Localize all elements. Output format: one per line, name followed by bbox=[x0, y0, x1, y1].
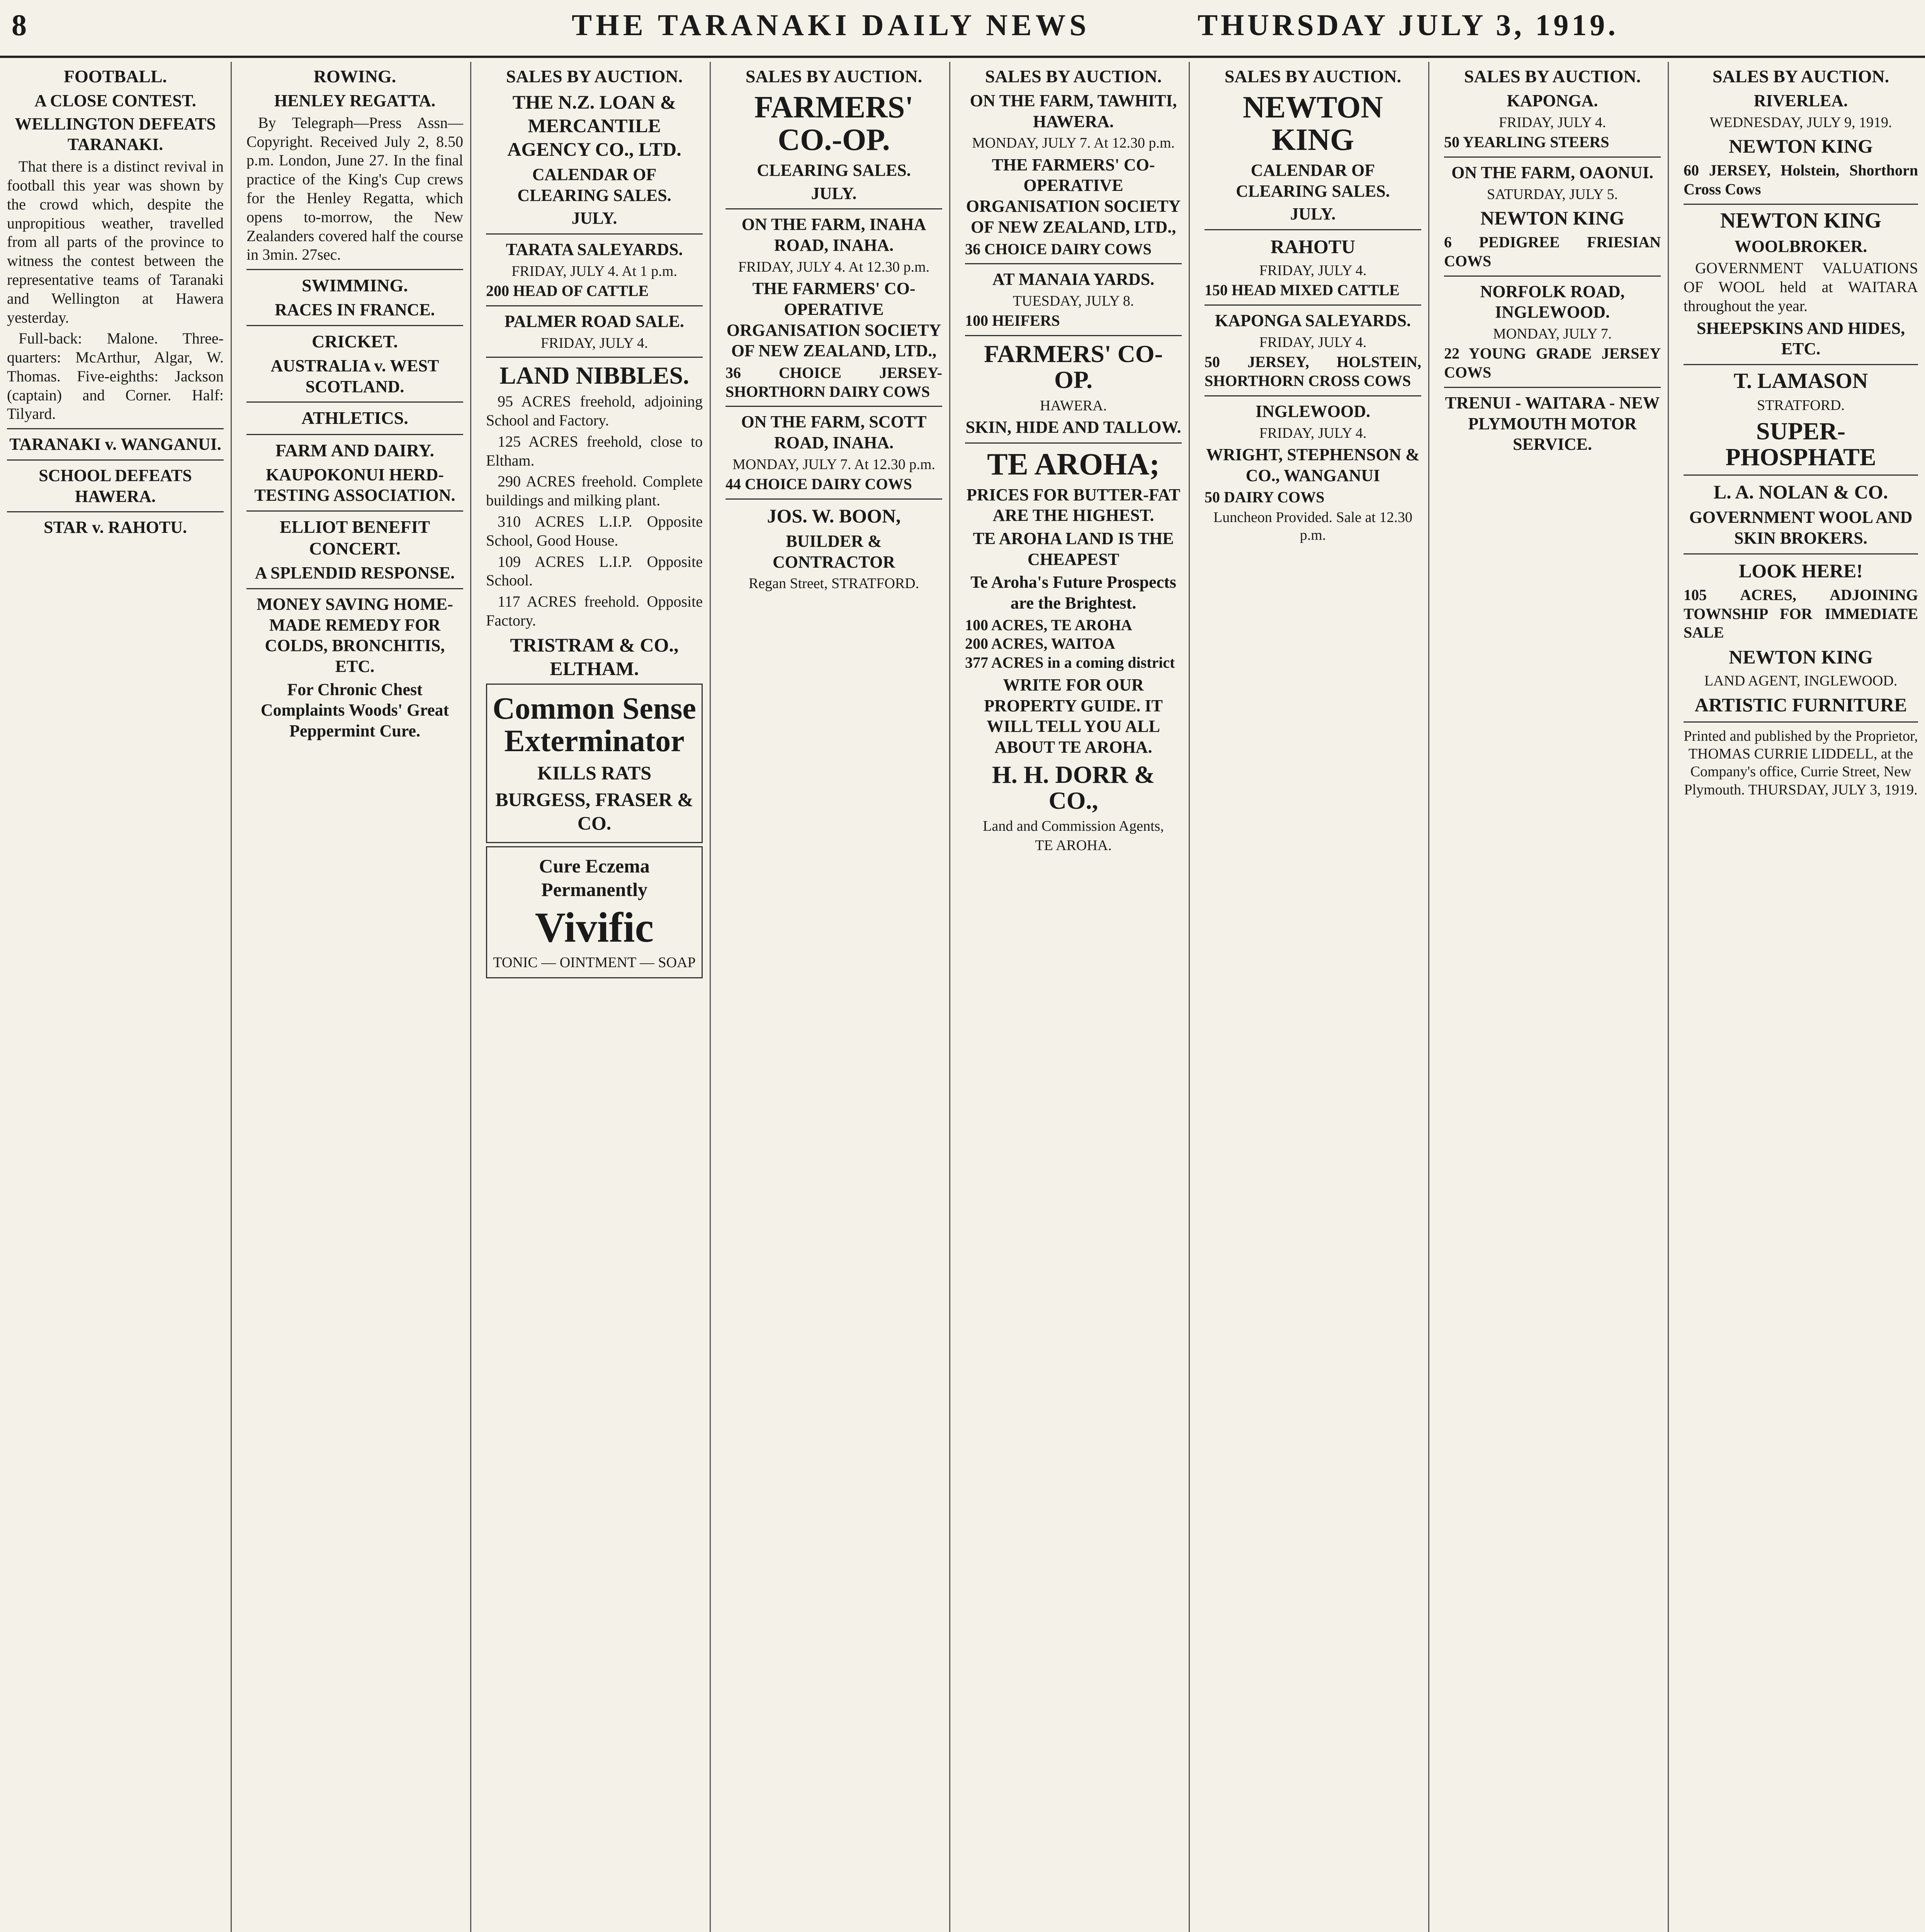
article-heading: KAUPOKONUI HERD-TESTING ASSOCIATION. bbox=[254, 465, 455, 505]
furniture-heading: ARTISTIC FURNITURE bbox=[1694, 694, 1907, 716]
agent-subtitle: Land and Commission Agents, bbox=[983, 818, 1164, 835]
advert-brand: Vivific bbox=[535, 903, 654, 951]
divider bbox=[1205, 304, 1421, 306]
sale-date: MONDAY, JULY 7. At 12.30 p.m. bbox=[972, 135, 1175, 151]
section-heading: SALES BY AUCTION. bbox=[1712, 66, 1889, 86]
section-heading: SALES BY AUCTION. bbox=[745, 66, 923, 86]
divider bbox=[1684, 721, 1918, 723]
article-heading: A CLOSE CONTEST. bbox=[34, 91, 196, 111]
firm-subtitle: LAND AGENT, INGLEWOOD. bbox=[1704, 673, 1898, 689]
land-listing: 290 ACRES freehold. Complete buildings and milking plant. bbox=[486, 473, 703, 509]
month-heading: JULY. bbox=[571, 209, 617, 228]
column-te-aroha bbox=[958, 62, 1190, 1932]
divider bbox=[7, 428, 224, 429]
sale-lot: 50 JERSEY, HOLSTEIN, SHORTHORN CROSS COWS bbox=[1205, 353, 1421, 390]
te-aroha-heading: Te Aroha's Future Prospects are the Brightest. bbox=[970, 573, 1176, 612]
land-listing: 310 ACRES L.I.P. Opposite School, Good House. bbox=[486, 512, 703, 549]
sale-heading: PALMER ROAD SALE. bbox=[505, 311, 684, 331]
divider bbox=[486, 233, 703, 235]
firm-name: THE N.Z. LOAN & MERCANTILE AGENCY CO., LTD. bbox=[507, 91, 681, 160]
sale-lot: 200 HEAD OF CATTLE bbox=[486, 282, 649, 300]
article-heading: MONEY SAVING HOME-MADE REMEDY FOR COLDS, BRONCHITIS, ETC. bbox=[257, 594, 453, 676]
divider bbox=[246, 434, 463, 435]
divider bbox=[1684, 474, 1918, 476]
firm-name: NEWTON KING bbox=[1480, 207, 1624, 229]
divider bbox=[1684, 204, 1918, 205]
section-heading: SALES BY AUCTION. bbox=[506, 66, 683, 86]
sale-lot: 6 PEDIGREE FRIESIAN COWS bbox=[1444, 233, 1661, 270]
sale-date: FRIDAY, JULY 4. bbox=[1499, 114, 1606, 131]
article-subheading: A SPLENDID RESPONSE. bbox=[255, 563, 455, 583]
column-riverlea bbox=[1677, 62, 1925, 1932]
section-heading: ELLIOT BENEFIT CONCERT. bbox=[279, 517, 430, 559]
land-listing: 125 ACRES freehold, close to Eltham. bbox=[486, 432, 703, 469]
firm-name: NEWTON KING bbox=[1729, 135, 1873, 157]
divider bbox=[1444, 156, 1661, 158]
column-farmers-coop bbox=[719, 62, 950, 1932]
land-nibbles-title: LAND NIBBLES. bbox=[500, 361, 689, 389]
nolan-subtitle: GOVERNMENT WOOL AND SKIN BROKERS. bbox=[1689, 508, 1913, 548]
builder-trade: BUILDER & CONTRACTOR bbox=[772, 531, 895, 571]
lamason-town: STRATFORD. bbox=[1757, 397, 1845, 413]
sale-heading: KAPONGA SALEYARDS. bbox=[1215, 311, 1411, 330]
sale-lot: 44 CHOICE DAIRY COWS bbox=[725, 475, 912, 493]
sale-place: KAPONGA. bbox=[1507, 91, 1598, 111]
sale-date: MONDAY, JULY 7. bbox=[1493, 325, 1612, 342]
calendar-heading: CALENDAR OF CLEARING SALES. bbox=[1236, 161, 1390, 201]
section-heading: CRICKET. bbox=[312, 331, 398, 351]
agent-town: TE AROHA. bbox=[1035, 837, 1112, 854]
section-heading: ROWING. bbox=[313, 66, 396, 86]
te-aroha-heading: TE AROHA LAND IS THE CHEAPEST bbox=[973, 529, 1174, 569]
sale-date: FRIDAY, JULY 4. bbox=[540, 335, 648, 351]
divider bbox=[965, 335, 1182, 336]
te-aroha-title: TE AROHA; bbox=[987, 447, 1160, 481]
wool-valuations: GOVERNMENT VALUATIONS OF WOOL held at WAITARA throughout the year. bbox=[1684, 259, 1918, 315]
firm-subtitle: WOOLBROKER. bbox=[1734, 236, 1867, 256]
section-heading: FARM AND DAIRY. bbox=[275, 440, 435, 460]
divider bbox=[1444, 276, 1661, 277]
sale-lot: 50 YEARLING STEERS bbox=[1444, 133, 1609, 151]
advert-subtitle: KILLS RATS bbox=[537, 762, 652, 784]
super-phosphate-title: SUPER-PHOSPHATE bbox=[1725, 417, 1876, 471]
land-listing: 377 ACRES in a coming district bbox=[965, 654, 1175, 672]
team-list: Full-back: Malone. Three-quarters: McArthur, Algar, W. Thomas. Five-eighths: Jackson (captain) and Corner. Half: Tilyard. bbox=[7, 330, 224, 423]
sale-date: FRIDAY, JULY 4. bbox=[1259, 425, 1367, 441]
advert-footer: For Chronic Chest Complaints Woods' Great Peppermint Cure. bbox=[260, 680, 449, 740]
land-listing: 95 ACRES freehold, adjoining School and Factory. bbox=[486, 393, 703, 429]
lamason-name: T. LAMASON bbox=[1733, 369, 1868, 393]
sale-lot: 100 HEIFERS bbox=[965, 312, 1060, 330]
sale-lot: 150 HEAD MIXED CATTLE bbox=[1205, 281, 1400, 299]
firm-name: THE FARMERS' CO-OPERATIVE ORGANISATION SOCIETY OF NEW ZEALAND, LTD., bbox=[966, 155, 1181, 236]
divider bbox=[486, 305, 703, 306]
divider bbox=[486, 357, 703, 358]
article-paragraph: That there is a distinct revival in football this year was shown by the crowd which, despite the unpropitious weather, travelled from all parts of the province to witness the contest between the representative teams of Taranaki and Wellington at Hawera yesterday. bbox=[7, 158, 224, 326]
agent-name: H. H. DORR & CO., bbox=[992, 760, 1155, 814]
firm-name: WRIGHT, STEPHENSON & CO., WANGANUI bbox=[1206, 445, 1420, 485]
article-heading: RACES IN FRANCE. bbox=[275, 300, 435, 320]
article-paragraph: By Telegraph—Press Assn—Copyright. Received July 2, 8.50 p.m. London, June 27. In the final practice of the King's Cup crews for the Henley Regatta, which opens to-morrow, the New Zealanders covered half the course in 3min. 27sec. bbox=[246, 114, 463, 264]
section-heading: SWIMMING. bbox=[302, 276, 408, 296]
sale-place: RIVERLEA. bbox=[1753, 91, 1848, 111]
divider bbox=[725, 208, 942, 209]
land-listing: 200 ACRES, WAITOA bbox=[965, 635, 1115, 653]
divider bbox=[1684, 364, 1918, 365]
firm-name: NEWTON KING bbox=[1729, 646, 1873, 668]
divider bbox=[1205, 395, 1421, 396]
look-here-heading: LOOK HERE! bbox=[1739, 560, 1863, 582]
divider bbox=[965, 263, 1182, 264]
nolan-name: L. A. NOLAN & CO. bbox=[1713, 481, 1888, 503]
sale-heading: RAHOTU bbox=[1270, 236, 1356, 258]
divider bbox=[1205, 229, 1421, 230]
divider bbox=[246, 588, 463, 589]
column-newton-king bbox=[1198, 62, 1429, 1932]
section-heading: FOOTBALL. bbox=[63, 66, 167, 86]
sale-date: FRIDAY, JULY 4. bbox=[1259, 334, 1367, 350]
divider bbox=[7, 511, 224, 512]
divider bbox=[246, 269, 463, 270]
vivific-advert bbox=[486, 846, 703, 978]
article-heading: HENLEY REGATTA. bbox=[274, 91, 436, 111]
column-kaponga bbox=[1437, 62, 1669, 1932]
sale-date: FRIDAY, JULY 4. At 12.30 p.m. bbox=[738, 259, 930, 275]
sale-lot: 22 YOUNG GRADE JERSEY COWS bbox=[1444, 345, 1661, 381]
skin-hide-heading: SKIN, HIDE AND TALLOW. bbox=[965, 417, 1181, 437]
divider bbox=[965, 442, 1182, 444]
sale-date: FRIDAY, JULY 4. At 1 p.m. bbox=[511, 263, 677, 279]
builder-name: JOS. W. BOON, bbox=[767, 505, 901, 527]
printer-imprint: Printed and published by the Proprietor, THOMAS CURRIE LIDDELL, at the Company's office, Currie Street, New Plymouth. THURSDAY, JULY 3, 1919. bbox=[1684, 728, 1918, 798]
builder-address: Regan Street, STRATFORD. bbox=[748, 575, 919, 592]
article-subheading: WELLINGTON DEFEATS TARANAKI. bbox=[15, 114, 216, 154]
article-heading: AUSTRALIA v. WEST SCOTLAND. bbox=[270, 356, 439, 396]
land-listing: 109 ACRES L.I.P. Opposite School. bbox=[486, 553, 703, 589]
article-heading: SCHOOL DEFEATS HAWERA. bbox=[39, 466, 192, 506]
article-heading: STAR v. RAHOTU. bbox=[44, 518, 187, 537]
firm-town: HAWERA. bbox=[1040, 397, 1107, 414]
rat-exterminator-advert bbox=[486, 684, 703, 843]
firm-name: NEWTON KING bbox=[1720, 208, 1882, 233]
agent-name: TRISTRAM & CO., ELTHAM. bbox=[510, 634, 679, 679]
motor-service: TRENUI - WAITARA - NEW PLYMOUTH MOTOR SERVICE. bbox=[1445, 393, 1660, 454]
te-aroha-heading: PRICES FOR BUTTER-FAT ARE THE HIGHEST. bbox=[966, 485, 1181, 525]
masthead bbox=[0, 0, 1925, 58]
divider bbox=[246, 325, 463, 326]
section-heading: SALES BY AUCTION. bbox=[1464, 66, 1641, 86]
sale-lot: 60 JERSEY, Holstein, Shorthorn Cross Cows bbox=[1684, 162, 1918, 198]
sale-heading: ON THE FARM, SCOTT ROAD, INAHA. bbox=[741, 412, 927, 452]
column-nz-loan bbox=[479, 62, 711, 1932]
divider bbox=[725, 406, 942, 407]
sale-lot: 36 CHOICE DAIRY COWS bbox=[965, 240, 1152, 258]
article-heading: TARANAKI v. WANGANUI. bbox=[9, 435, 221, 454]
sale-heading: INGLEWOOD. bbox=[1255, 401, 1371, 421]
advert-title: Common Sense Exterminator bbox=[493, 691, 696, 758]
section-heading: ATHLETICS. bbox=[301, 408, 408, 428]
sale-date: WEDNESDAY, JULY 9, 1919. bbox=[1709, 114, 1892, 131]
land-listing: 100 ACRES, TE AROHA bbox=[965, 616, 1132, 634]
advert-firm: BURGESS, FRASER & CO. bbox=[495, 788, 693, 834]
advert-subtitle: TONIC — OINTMENT — SOAP bbox=[493, 954, 696, 971]
divider bbox=[1684, 553, 1918, 554]
month-heading: JULY. bbox=[811, 184, 857, 203]
divider bbox=[246, 510, 463, 512]
paper-title: THE TARANAKI DAILY NEWS bbox=[572, 8, 1090, 42]
sale-heading: AT MANAIA YARDS. bbox=[992, 270, 1155, 289]
sale-heading: ON THE FARM, TAWHITI, HAWERA. bbox=[970, 91, 1177, 131]
sale-heading: ON THE FARM, INAHA ROAD, INAHA. bbox=[741, 215, 926, 255]
sale-date: TUESDAY, JULY 8. bbox=[1013, 293, 1134, 309]
section-heading: SALES BY AUCTION. bbox=[985, 66, 1162, 86]
sale-footer: Luncheon Provided. Sale at 12.30 p.m. bbox=[1213, 509, 1412, 544]
calendar-heading: CLEARING SALES. bbox=[757, 161, 911, 180]
divider bbox=[246, 401, 463, 403]
calendar-heading: CALENDAR OF CLEARING SALES. bbox=[517, 165, 671, 205]
sale-lot: 50 DAIRY COWS bbox=[1205, 488, 1325, 506]
firm-name: NEWTON KING bbox=[1242, 90, 1383, 157]
divider bbox=[725, 498, 942, 500]
column-football bbox=[0, 62, 232, 1932]
sale-date: FRIDAY, JULY 4. bbox=[1259, 262, 1367, 279]
sale-heading: TARATA SALEYARDS. bbox=[506, 240, 683, 259]
issue-date: THURSDAY JULY 3, 1919. bbox=[1198, 8, 1619, 42]
month-heading: JULY. bbox=[1290, 204, 1336, 224]
sheepskins-heading: SHEEPSKINS AND HIDES, ETC. bbox=[1696, 318, 1905, 359]
property-guide-note: WRITE FOR OUR PROPERTY GUIDE. IT WILL TELL YOU ALL ABOUT TE AROHA. bbox=[984, 675, 1163, 757]
columns bbox=[0, 62, 1925, 1932]
divider bbox=[1444, 387, 1661, 388]
sale-heading: ON THE FARM, OAONUI. bbox=[1451, 163, 1653, 182]
firm-name: FARMERS' CO.-OP. bbox=[754, 90, 914, 157]
sale-lot: 36 CHOICE JERSEY-SHORTHORN DAIRY COWS bbox=[725, 364, 942, 400]
sale-date: MONDAY, JULY 7. At 12.30 p.m. bbox=[732, 456, 935, 473]
land-listing: 117 ACRES freehold. Opposite Factory. bbox=[486, 593, 703, 629]
page-number: 8 bbox=[12, 8, 27, 42]
firm-name: FARMERS' CO-OP. bbox=[984, 340, 1163, 394]
column-sports-farm bbox=[240, 62, 471, 1932]
sale-heading: NORFOLK ROAD, INGLEWOOD. bbox=[1480, 282, 1625, 322]
divider bbox=[7, 459, 224, 461]
sale-lot: 105 ACRES, ADJOINING TOWNSHIP FOR IMMEDIATE SALE bbox=[1684, 586, 1918, 641]
advert-title: Cure Eczema Permanently bbox=[539, 855, 650, 900]
firm-name: THE FARMERS' CO-OPERATIVE ORGANISATION SOCIETY OF NEW ZEALAND, LTD., bbox=[726, 279, 941, 361]
sale-date: SATURDAY, JULY 5. bbox=[1487, 186, 1618, 202]
section-heading: SALES BY AUCTION. bbox=[1224, 66, 1402, 86]
